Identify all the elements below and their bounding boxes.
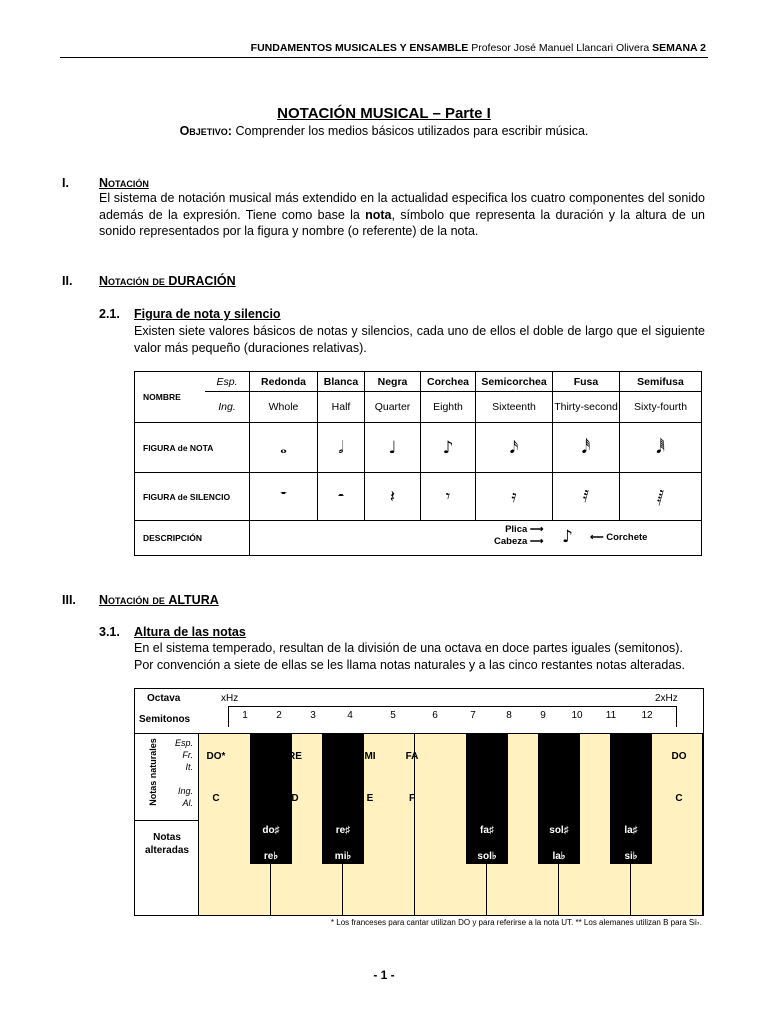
lang-top-labels [173,737,193,773]
english-note-name: C [212,793,220,804]
row-label-description: DESCRIPCIÓN [135,521,250,556]
row-label-note: FIGURA de NOTA [135,423,250,473]
sharp-note-name: sol♯ [549,825,569,836]
subsection-number: 2.1. [99,307,120,321]
natural-note-name: DO [671,751,687,762]
paragraph-text: , símbolo que representa la duración y la altura de un sonido representados por la figura y nombre (o referente) de la nota. [99,207,705,238]
section-number: III. [62,593,76,607]
semitone-number: 6 [432,710,438,721]
plica-label: Plica [505,524,528,535]
subsection-paragraph: Existen siete valores básicos de notas y silencios, cada uno de ellos el doble de largo que el siguiente valor más pequeño (duraciones relativas). [134,324,705,355]
flat-note-name: la♭ [552,851,566,862]
semitone-number: 7 [470,710,476,721]
whole-rest-icon: 𝄻 [250,473,318,521]
lang-esp: Esp. [205,372,250,392]
section-title [99,274,236,288]
document-title: NOTACIÓN MUSICAL – Parte I [277,105,491,122]
row-label-rest: FIGURA de SILENCIO [135,473,250,521]
name-en: Half [318,392,365,423]
piano-keyboard-diagram [134,688,704,916]
english-note-name: A [555,793,563,804]
eighth-note-icon: ♪ [562,527,573,547]
section-title-main: ALTURA [168,593,219,607]
page-number: - 1 - [373,968,395,982]
semitone-number: 9 [540,710,546,721]
sixty-fourth-rest-icon: 𝅁 [620,473,702,521]
paragraph-text: El sistema de notación musical más extendido en la actualidad especifica los cuatro componentes del sonido además de la expresión. Tiene como base la [99,191,705,222]
name-es: Semifusa [620,372,702,392]
english-note-name: G [487,793,495,804]
twoxhz-label: 2xHz [655,693,678,704]
name-es: Semicorchea [476,372,553,392]
semitone-number: 1 [242,710,248,721]
name-en: Sixteenth [476,392,553,423]
flat-note-name: sol♭ [477,851,497,862]
page-header [251,42,706,54]
english-note-name: F [408,793,416,804]
natural-note-name: LA [552,751,566,762]
lang-label: Al. [182,798,193,808]
section-title-prefix: Notación de [99,593,169,607]
name-en: Whole [250,392,318,423]
professor-name: Profesor José Manuel Llancari Olivera [471,42,650,54]
section-title-prefix: Notación de [99,274,169,288]
desc-label-right [590,532,647,543]
header-divider [135,733,703,734]
natural-note-name: MI [364,751,376,762]
alteradas-label: Notas alteradas [145,832,189,856]
semitone-number: 8 [506,710,512,721]
half-note-icon: 𝅗𝅥 [318,423,365,473]
desc-labels-left [494,524,544,548]
quarter-rest-icon: 𝄽 [365,473,421,521]
whole-note-icon: 𝅝 [250,423,318,473]
label-divider [135,820,199,821]
header-divider [60,57,708,58]
section-title: Notación [99,176,149,190]
semitone-number: 12 [641,710,653,721]
flat-note-name: mi♭ [334,851,352,862]
eighth-rest-icon: 𝄾 [421,473,476,521]
course-name: FUNDAMENTOS MUSICALES Y ENSAMBLE [250,42,469,54]
subsection-number: 3.1. [99,625,120,639]
sixty-fourth-note-icon: 𝅘𝅥𝅱 [620,423,702,473]
description-cell [250,521,702,556]
lang-ing: Ing. [205,392,250,423]
name-es: Negra [365,372,421,392]
natural-note-name: SI [629,751,639,762]
semitone-number: 11 [605,710,617,721]
duration-table [134,371,702,556]
natural-note-name: DO* [206,751,226,762]
name-es: Blanca [318,372,365,392]
name-en: Quarter [365,392,421,423]
corchete-label: Corchete [606,532,648,543]
lang-label: It. [185,762,193,772]
semitone-number: 10 [571,710,583,721]
thirty-second-rest-icon: 𝅀 [553,473,620,521]
english-note-name: E [366,793,374,804]
semitonos-label: Semitonos [139,714,191,725]
quarter-note-icon: ♩ [365,423,421,473]
name-es: Fusa [553,372,620,392]
natural-note-name: FA [405,751,419,762]
objective-label: Objetivo: [179,124,232,138]
footnote: * Los franceses para cantar utilizan DO y para referirse a la nota UT. ** Los alemanes utilizan B para Si♭. [330,918,702,927]
arrow-right-icon: ⟶ [529,536,544,547]
paragraph-emphasis: nota [365,207,392,222]
natural-note-name: SOL [480,751,502,762]
subsection-paragraph: En el sistema temperado, resultan de la división de una octava en doce partes iguales (semitonos). Por convención a siete de ellas se les llama notas naturales y a las cinco restantes notas alteradas. [134,641,686,672]
lang-label: Esp. [174,738,193,748]
half-rest-icon: 𝄼 [318,473,365,521]
cabeza-label: Cabeza [494,536,528,547]
eighth-note-icon: ♪ [421,423,476,473]
lang-label: Ing. [177,786,193,796]
lang-bottom-labels [173,785,193,809]
row-label-name: NOMBRE [135,372,206,423]
arrow-right-icon: ⟶ [529,524,544,535]
subsection-title: Altura de las notas [134,625,246,639]
name-es: Redonda [250,372,318,392]
semitone-number: 3 [310,710,316,721]
subsection-title: Figura de nota y silencio [134,307,281,321]
sharp-note-name: re♯ [335,825,351,836]
english-note-name: B [630,785,638,796]
section-number: I. [62,176,69,190]
english-note-name: C [675,793,683,804]
sharp-note-name: la♯ [624,825,638,836]
objective [0,124,768,138]
week-label: SEMANA 2 [652,42,706,54]
octava-label: Octava [147,693,181,704]
sharp-note-name: fa♯ [480,825,494,836]
name-en: Sixty-fourth [620,392,702,423]
semitone-number: 2 [276,710,282,721]
objective-text: Comprender los medios básicos utilizados para escribir música. [235,124,589,138]
english-note-name: D [291,793,299,804]
thirty-second-note-icon: 𝅘𝅥𝅰 [553,423,620,473]
section-number: II. [62,274,73,288]
name-en: Eighth [421,392,476,423]
lang-label: Fr. [182,750,193,760]
sixteenth-note-icon: 𝅘𝅥𝅯 [476,423,553,473]
section-title [99,593,219,607]
flat-note-name: re♭ [263,851,279,862]
german-note-name: H** [626,797,642,808]
sharp-note-name: do♯ [262,825,280,836]
semitone-number: 4 [347,710,353,721]
semitone-number: 5 [390,710,396,721]
section-paragraph [99,190,705,240]
flat-note-name: si♭ [624,851,638,862]
arrow-left-icon: ⟵ [590,532,604,543]
name-en: Thirty-second [553,392,620,423]
name-es: Corchea [421,372,476,392]
natural-note-name: RE [288,751,302,762]
sixteenth-rest-icon: 𝄿 [476,473,553,521]
section-title-main: DURACIÓN [168,274,236,288]
xhz-label: xHz [221,693,239,704]
naturales-label: Notas naturales [148,738,158,806]
